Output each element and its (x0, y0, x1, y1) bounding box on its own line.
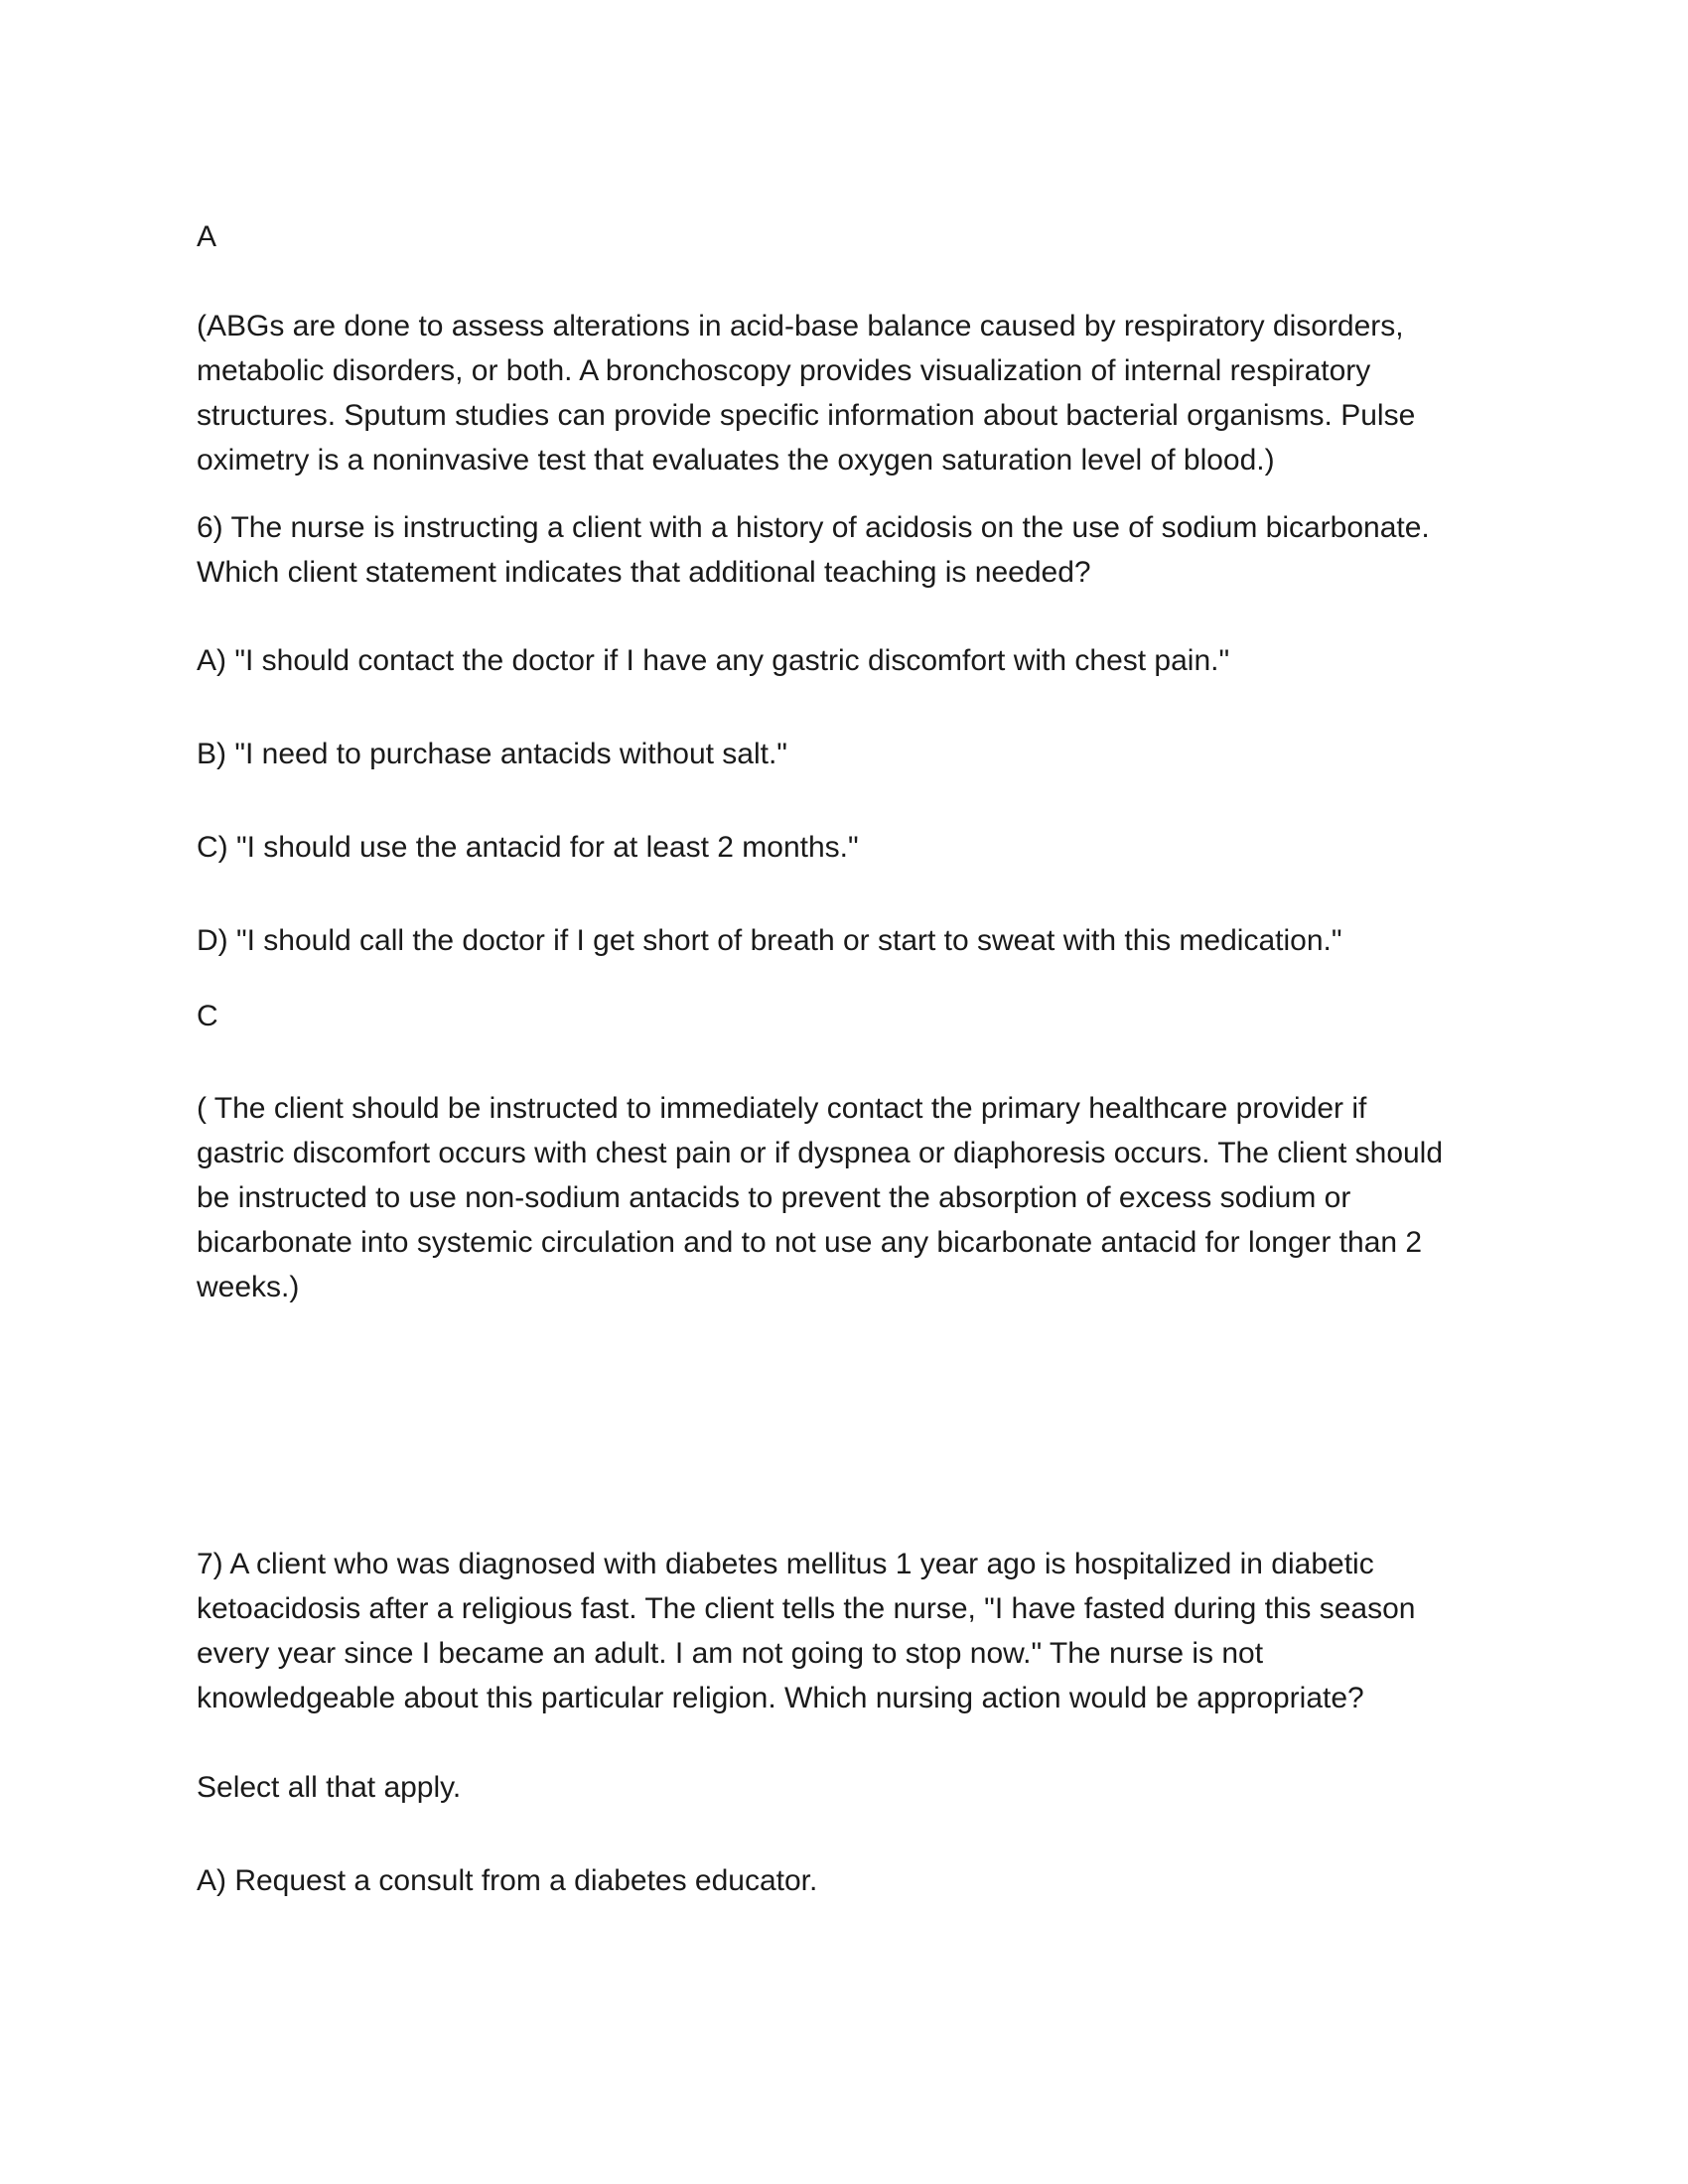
rationale-line: structures. Sputum studies can provide specific information about bacterial organisms. Pulse (197, 399, 1416, 432)
question-stem-line: ketoacidosis after a religious fast. The client tells the nurse, "I have fasted during this season (197, 1592, 1416, 1625)
rationale-line: be instructed to use non-sodium antacids to prevent the absorption of excess sodium or (197, 1181, 1351, 1214)
rationale-line: oximetry is a noninvasive test that evaluates the oxygen saturation level of blood.) (197, 444, 1275, 477)
question-stem-line: 6) The nurse is instructing a client with a history of acidosis on the use of sodium bicarbonate. (197, 511, 1430, 544)
rationale-line: gastric discomfort occurs with chest pain or if dyspnea or diaphoresis occurs. The client should (197, 1137, 1444, 1169)
rationale-line: metabolic disorders, or both. A bronchoscopy provides visualization of internal respiratory (197, 354, 1371, 387)
previous-rationale (197, 304, 1497, 482)
question-stem-line: 7) A client who was diagnosed with diabetes mellitus 1 year ago is hospitalized in diabetic (197, 1548, 1374, 1580)
rationale-line: (ABGs are done to assess alterations in acid-base balance caused by respiratory disorders, (197, 310, 1404, 342)
question-7-option-a: A) Request a consult from a diabetes educator. (197, 1864, 818, 1897)
rationale-line: ( The client should be instructed to immediately contact the primary healthcare provider if (197, 1092, 1367, 1125)
question-stem-line: Which client statement indicates that additional teaching is needed? (197, 556, 1091, 589)
question-7-stem (197, 1542, 1497, 1720)
rationale-line: weeks.) (197, 1271, 300, 1303)
previous-answer-letter: A (197, 220, 217, 253)
rationale-line: bicarbonate into systemic circulation and to not use any bicarbonate antacid for longer than 2 (197, 1226, 1423, 1259)
question-6-stem (197, 505, 1497, 595)
question-6-rationale (197, 1086, 1497, 1309)
question-7-instruction: Select all that apply. (197, 1771, 462, 1804)
question-6-option-d: D) "I should call the doctor if I get short of breath or start to sweat with this medication." (197, 924, 1342, 957)
question-6-answer: C (197, 1000, 218, 1032)
question-6-option-a: A) "I should contact the doctor if I have any gastric discomfort with chest pain." (197, 644, 1230, 677)
question-stem-line: every year since I became an adult. I am not going to stop now." The nurse is not (197, 1637, 1264, 1670)
question-stem-line: knowledgeable about this particular religion. Which nursing action would be appropriate? (197, 1682, 1364, 1714)
question-6-option-c: C) "I should use the antacid for at least 2 months." (197, 831, 859, 864)
question-6-option-b: B) "I need to purchase antacids without salt." (197, 738, 787, 770)
